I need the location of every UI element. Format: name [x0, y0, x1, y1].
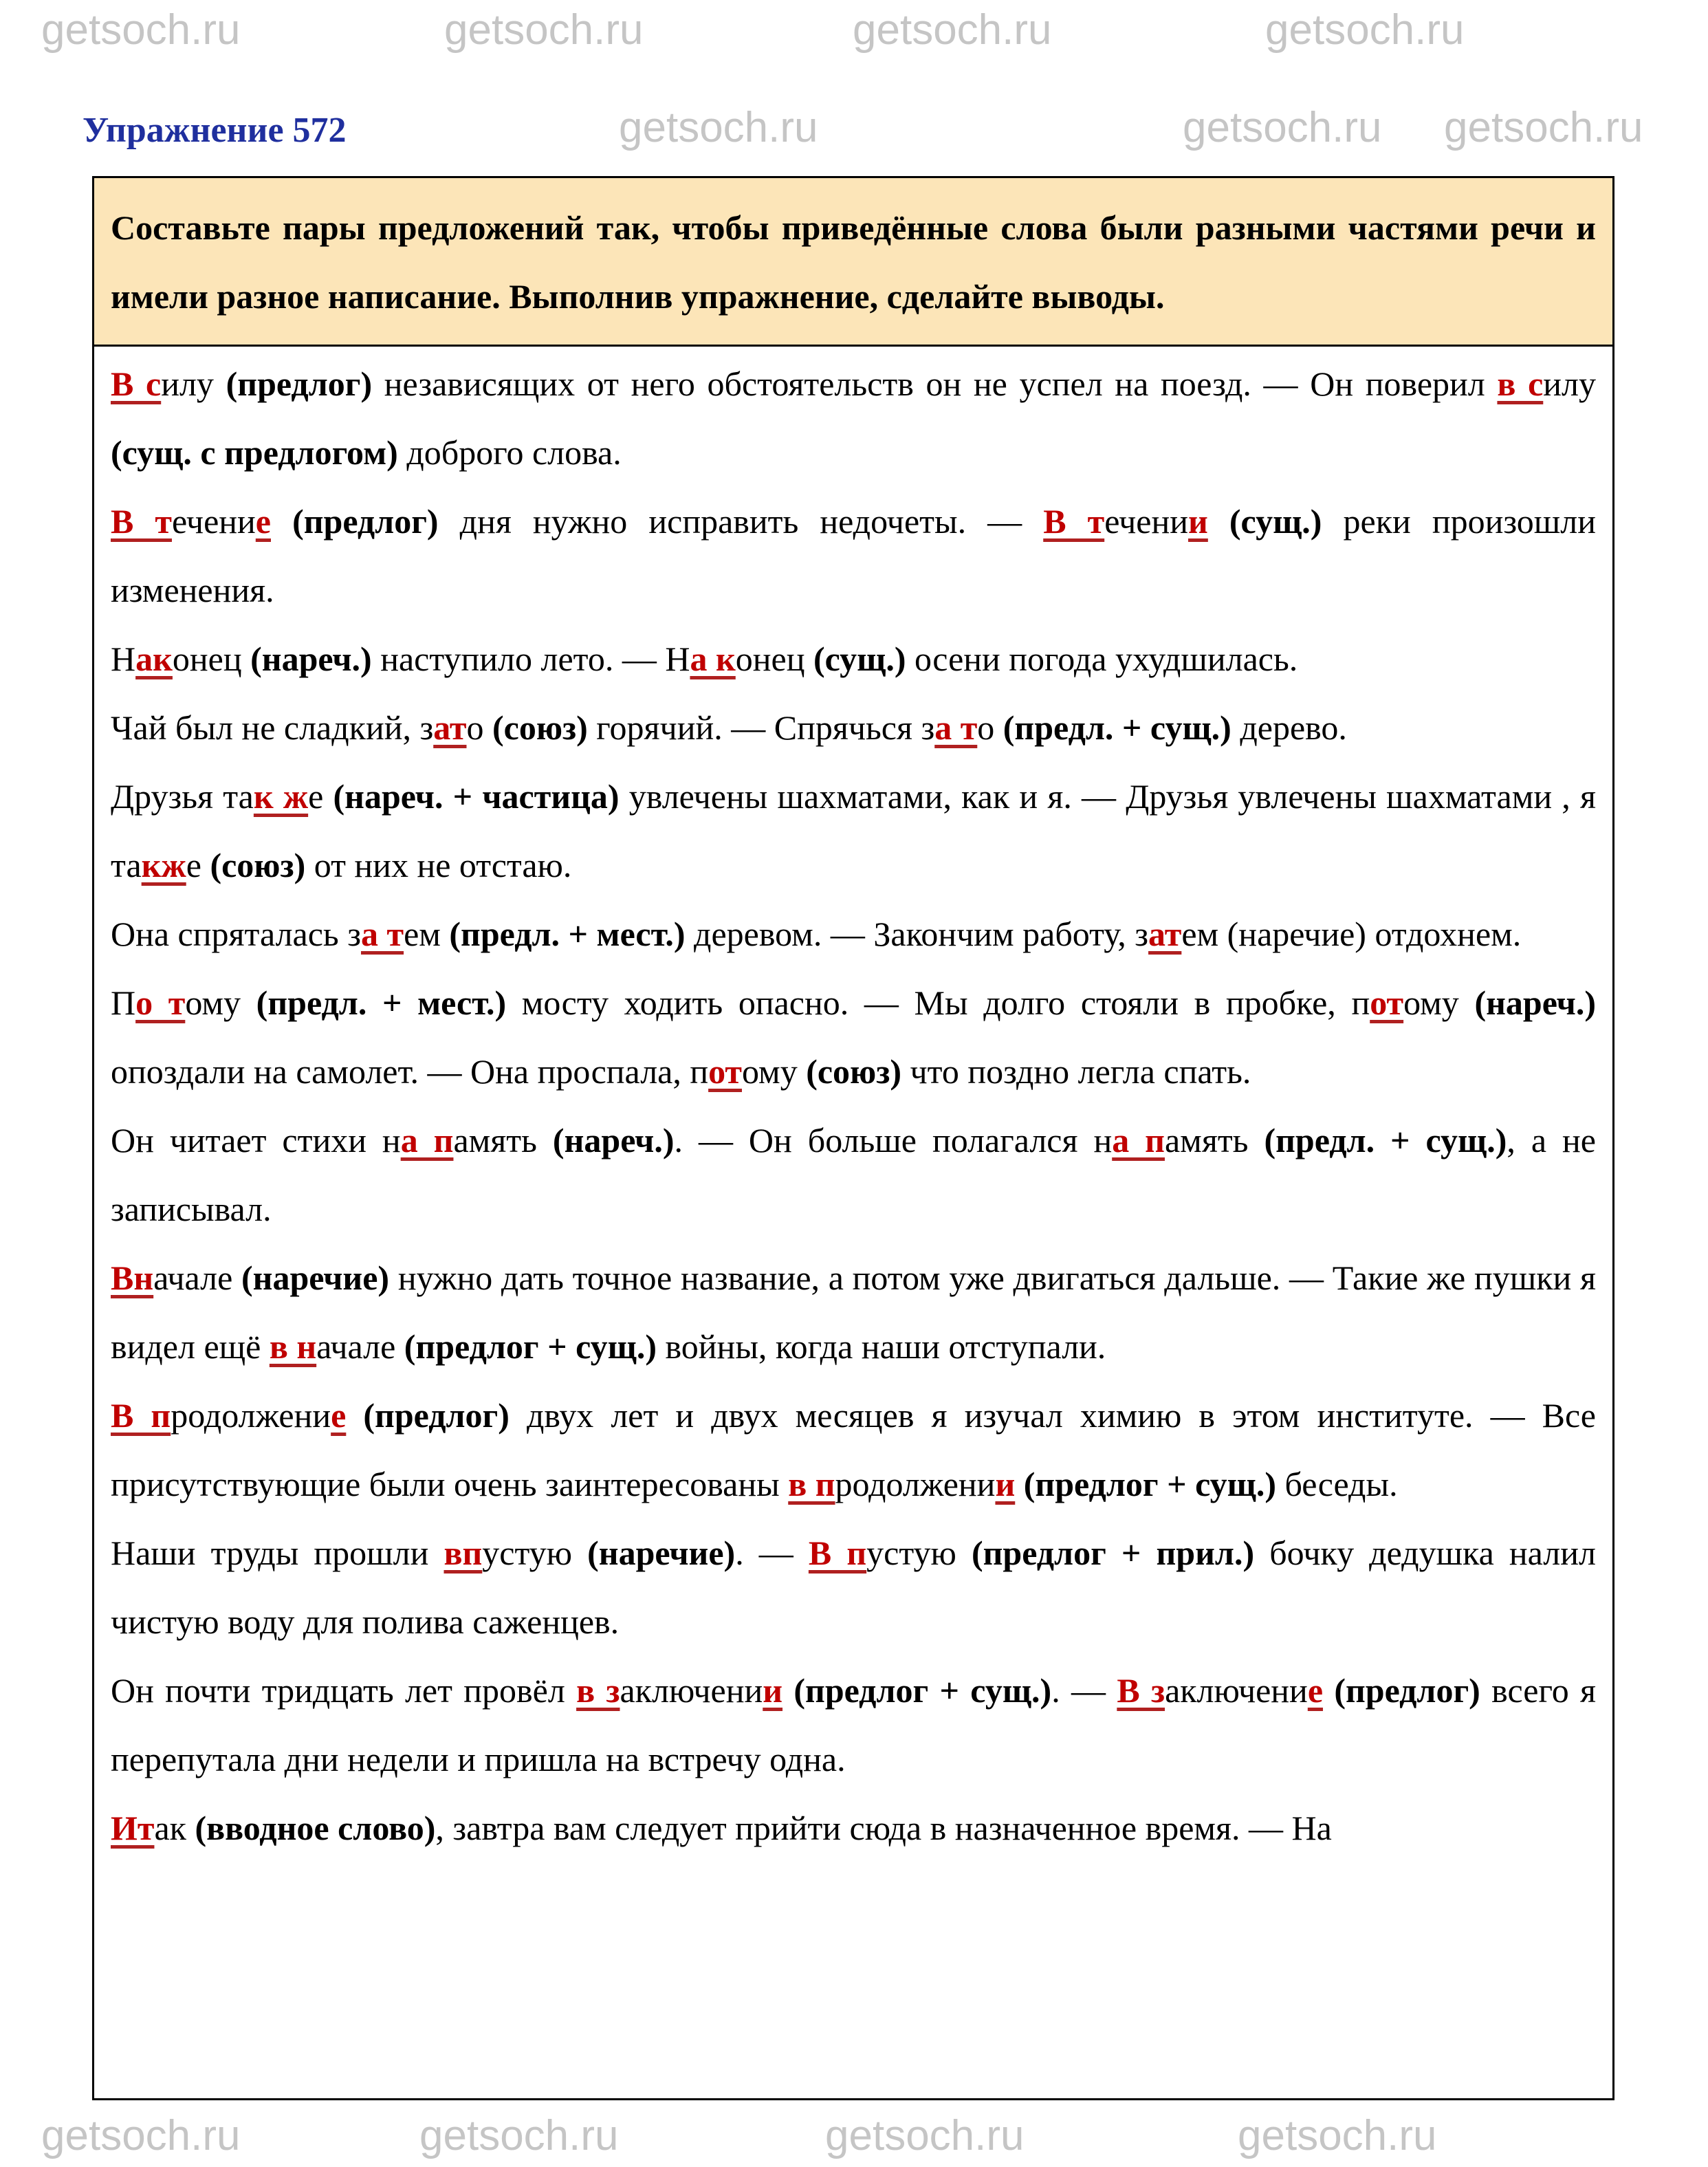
- highlighted-spelling: ат: [433, 708, 467, 747]
- part-of-speech-label: (предлог): [363, 1396, 510, 1435]
- watermark: getsoch.ru: [1183, 104, 1382, 151]
- text-segment: илу: [161, 364, 226, 403]
- text-segment: беседы.: [1276, 1465, 1398, 1503]
- text-segment: [271, 502, 292, 541]
- text-segment: родолжени: [835, 1465, 996, 1503]
- watermark: getsoch.ru: [619, 104, 818, 151]
- highlighted-spelling: о т: [135, 983, 186, 1022]
- highlighted-spelling: а п: [1112, 1121, 1165, 1159]
- text-segment: войны, когда наши отступали.: [657, 1327, 1106, 1366]
- text-segment: [1208, 502, 1229, 541]
- watermark: getsoch.ru: [419, 2112, 619, 2159]
- text-segment: , а не записывал.: [111, 1121, 1596, 1228]
- text-segment: , завтра вам следует прийти сюда в назначенное время. — На: [435, 1809, 1332, 1847]
- part-of-speech-label: (предл. + сущ.): [1264, 1121, 1507, 1159]
- part-of-speech-label: (наречие): [587, 1534, 736, 1572]
- part-of-speech-label: (предлог + сущ.): [404, 1327, 657, 1366]
- part-of-speech-label: (союз): [492, 708, 588, 747]
- text-segment: Она спряталась з: [111, 915, 361, 953]
- text-segment: наступило лето. — Н: [371, 640, 690, 678]
- sentence-pair: [111, 762, 1596, 900]
- part-of-speech-label: (предлог + сущ.): [793, 1671, 1052, 1710]
- text-segment: ому: [185, 983, 256, 1022]
- part-of-speech-label: (предл. + сущ.): [1003, 708, 1231, 747]
- part-of-speech-label: (предлог + прил.): [971, 1534, 1255, 1572]
- text-segment: горячий. — Спрячься з: [587, 708, 935, 747]
- highlighted-spelling: и: [1188, 502, 1208, 541]
- text-segment: ачале: [316, 1327, 404, 1366]
- watermark: getsoch.ru: [1238, 2112, 1437, 2159]
- text-segment: двух лет и двух месяцев я изучал химию в этом институте. — Все присутствующие были очень заинтересованы: [111, 1396, 1596, 1503]
- text-segment: о: [977, 708, 1003, 747]
- part-of-speech-label: (предлог + сущ.): [1023, 1465, 1276, 1503]
- sentence-pair: [111, 693, 1596, 762]
- part-of-speech-label: (нареч. + частица): [333, 777, 620, 816]
- highlighted-spelling: а т: [361, 915, 404, 953]
- text-segment: дня нужно исправить недочеты. —: [438, 502, 1044, 541]
- text-segment: нужно дать точное название, а потом уже двигаться дальше. — Такие же пушки я видел ещё: [111, 1259, 1596, 1366]
- text-segment: Он почти тридцать лет провёл: [111, 1671, 577, 1710]
- sentence-pair: [111, 900, 1596, 968]
- sentence-pair: [111, 1106, 1596, 1243]
- text-segment: от них не отстаю.: [305, 846, 572, 884]
- watermark: getsoch.ru: [1265, 6, 1465, 54]
- text-segment: доброго слова.: [397, 433, 622, 472]
- part-of-speech-label: (нареч.): [1474, 983, 1597, 1022]
- highlighted-spelling: В т: [111, 502, 172, 541]
- part-of-speech-label: (вводное слово): [195, 1809, 436, 1847]
- text-segment: что поздно легла спать.: [901, 1052, 1251, 1091]
- watermark: getsoch.ru: [1444, 104, 1643, 151]
- part-of-speech-label: (сущ. с предлогом): [111, 433, 398, 472]
- exercise-box: [92, 176, 1614, 2100]
- part-of-speech-label: (предл. + мест.): [256, 983, 507, 1022]
- highlighted-spelling: В с: [111, 364, 162, 403]
- text-segment: увлечены шахматами, как и я. — Друзья увлечены шахматами , я та: [111, 777, 1596, 884]
- highlighted-spelling: к ж: [253, 777, 309, 816]
- sentence-pair: [111, 968, 1596, 1106]
- text-segment: аключени: [620, 1671, 763, 1710]
- text-segment: ачале: [153, 1259, 242, 1297]
- highlighted-spelling: В т: [1043, 502, 1105, 541]
- exercise-title: Упражнение 572: [83, 111, 347, 150]
- text-segment: опоздали на самолет. — Она проспала, п: [111, 1052, 709, 1091]
- sentence-pair: [111, 624, 1596, 693]
- text-segment: деревом. — Закончим работу, з: [685, 915, 1149, 953]
- highlighted-spelling: е: [331, 1396, 347, 1435]
- sentence-pair: [111, 1518, 1596, 1656]
- text-segment: ем: [404, 915, 450, 953]
- text-segment: ому: [742, 1052, 807, 1091]
- highlighted-spelling: ат: [1148, 915, 1182, 953]
- text-segment: амять: [1164, 1121, 1264, 1159]
- part-of-speech-label: (предлог): [292, 502, 439, 541]
- highlighted-spelling: а к: [690, 640, 736, 678]
- part-of-speech-label: (предл. + мест.): [449, 915, 686, 953]
- highlighted-spelling: и: [995, 1465, 1016, 1503]
- highlighted-spelling: от: [708, 1052, 742, 1091]
- text-segment: е: [308, 777, 333, 816]
- text-segment: онец: [172, 640, 251, 678]
- text-segment: о: [466, 708, 492, 747]
- highlighted-spelling: от: [1370, 983, 1404, 1022]
- text-segment: Наши труды прошли: [111, 1534, 444, 1572]
- text-segment: амять: [453, 1121, 553, 1159]
- text-segment: . —: [735, 1534, 809, 1572]
- text-segment: мосту ходить опасно. — Мы долго стояли в пробке, п: [506, 983, 1370, 1022]
- watermark: getsoch.ru: [825, 2112, 1025, 2159]
- text-segment: осени погода ухудшилась.: [906, 640, 1298, 678]
- highlighted-spelling: В п: [111, 1396, 171, 1435]
- task-statement: Составьте пары предложений так, чтобы приведённые слова были разными частями речи и имели разное написание. Выполнив упражнение, сделайте выводы.: [94, 178, 1612, 347]
- text-segment: [782, 1671, 793, 1710]
- text-segment: . —: [1051, 1671, 1117, 1710]
- watermark: getsoch.ru: [444, 6, 644, 54]
- part-of-speech-label: (сущ.): [1229, 502, 1322, 541]
- part-of-speech-label: (нареч.): [552, 1121, 675, 1159]
- answer-body: [94, 347, 1612, 1862]
- watermark: getsoch.ru: [41, 2112, 241, 2159]
- text-segment: ечени: [171, 502, 256, 541]
- text-segment: илу: [1543, 364, 1597, 403]
- watermark: getsoch.ru: [41, 6, 241, 54]
- text-segment: ечени: [1104, 502, 1189, 541]
- text-segment: устую: [866, 1534, 972, 1572]
- highlighted-spelling: в н: [269, 1327, 317, 1366]
- text-segment: всего я перепутала дни недели и пришла на встречу одна.: [111, 1671, 1597, 1778]
- part-of-speech-label: (нареч.): [250, 640, 372, 678]
- part-of-speech-label: (сущ.): [813, 640, 906, 678]
- highlighted-spelling: вп: [444, 1534, 483, 1572]
- text-segment: ому: [1403, 983, 1475, 1022]
- text-segment: П: [111, 983, 136, 1022]
- sentence-pair: [111, 1243, 1596, 1381]
- sentence-pair: [111, 1381, 1596, 1518]
- highlighted-spelling: е: [1307, 1671, 1324, 1710]
- text-segment: дерево.: [1231, 708, 1347, 747]
- text-segment: ак: [154, 1809, 195, 1847]
- text-segment: . — Он больше полагался н: [674, 1121, 1113, 1159]
- text-segment: аключени: [1165, 1671, 1308, 1710]
- watermark: getsoch.ru: [853, 6, 1052, 54]
- text-segment: онец: [735, 640, 813, 678]
- part-of-speech-label: (союз): [210, 846, 306, 884]
- text-segment: е: [186, 846, 210, 884]
- text-segment: реки произошли изменения.: [111, 502, 1597, 609]
- part-of-speech-label: (союз): [806, 1052, 901, 1091]
- highlighted-spelling: а п: [400, 1121, 454, 1159]
- sentence-pair: [111, 349, 1596, 487]
- highlighted-spelling: а т: [934, 708, 978, 747]
- sentence-pair: [111, 487, 1596, 624]
- text-segment: бочку дедушка налил чистую воду для полива саженцев.: [111, 1534, 1596, 1641]
- highlighted-spelling: и: [763, 1671, 783, 1710]
- text-segment: ем (наречие) отдохнем.: [1181, 915, 1522, 953]
- highlighted-spelling: е: [255, 502, 271, 541]
- text-segment: Н: [111, 640, 136, 678]
- part-of-speech-label: (наречие): [241, 1259, 390, 1297]
- text-segment: [1323, 1671, 1334, 1710]
- highlighted-spelling: Ит: [111, 1809, 155, 1847]
- part-of-speech-label: (предлог): [226, 364, 373, 403]
- text-segment: устую: [482, 1534, 588, 1572]
- text-segment: независящих от него обстоятельств он не успел на поезд. — Он поверил: [372, 364, 1498, 403]
- highlighted-spelling: В з: [1117, 1671, 1165, 1710]
- text-segment: [346, 1396, 363, 1435]
- highlighted-spelling: в п: [788, 1465, 835, 1503]
- sentence-pair: [111, 1794, 1596, 1862]
- part-of-speech-label: (предлог): [1334, 1671, 1480, 1710]
- highlighted-spelling: ак: [135, 640, 173, 678]
- text-segment: Друзья та: [111, 777, 254, 816]
- highlighted-spelling: в с: [1497, 364, 1544, 403]
- highlighted-spelling: Вн: [111, 1259, 154, 1297]
- text-segment: Чай был не сладкий, з: [111, 708, 434, 747]
- text-segment: родолжени: [171, 1396, 331, 1435]
- sentence-pair: [111, 1656, 1596, 1794]
- highlighted-spelling: в з: [576, 1671, 620, 1710]
- highlighted-spelling: кж: [141, 846, 186, 884]
- text-segment: [1015, 1465, 1024, 1503]
- text-segment: Он читает стихи н: [111, 1121, 401, 1159]
- highlighted-spelling: В п: [808, 1534, 867, 1572]
